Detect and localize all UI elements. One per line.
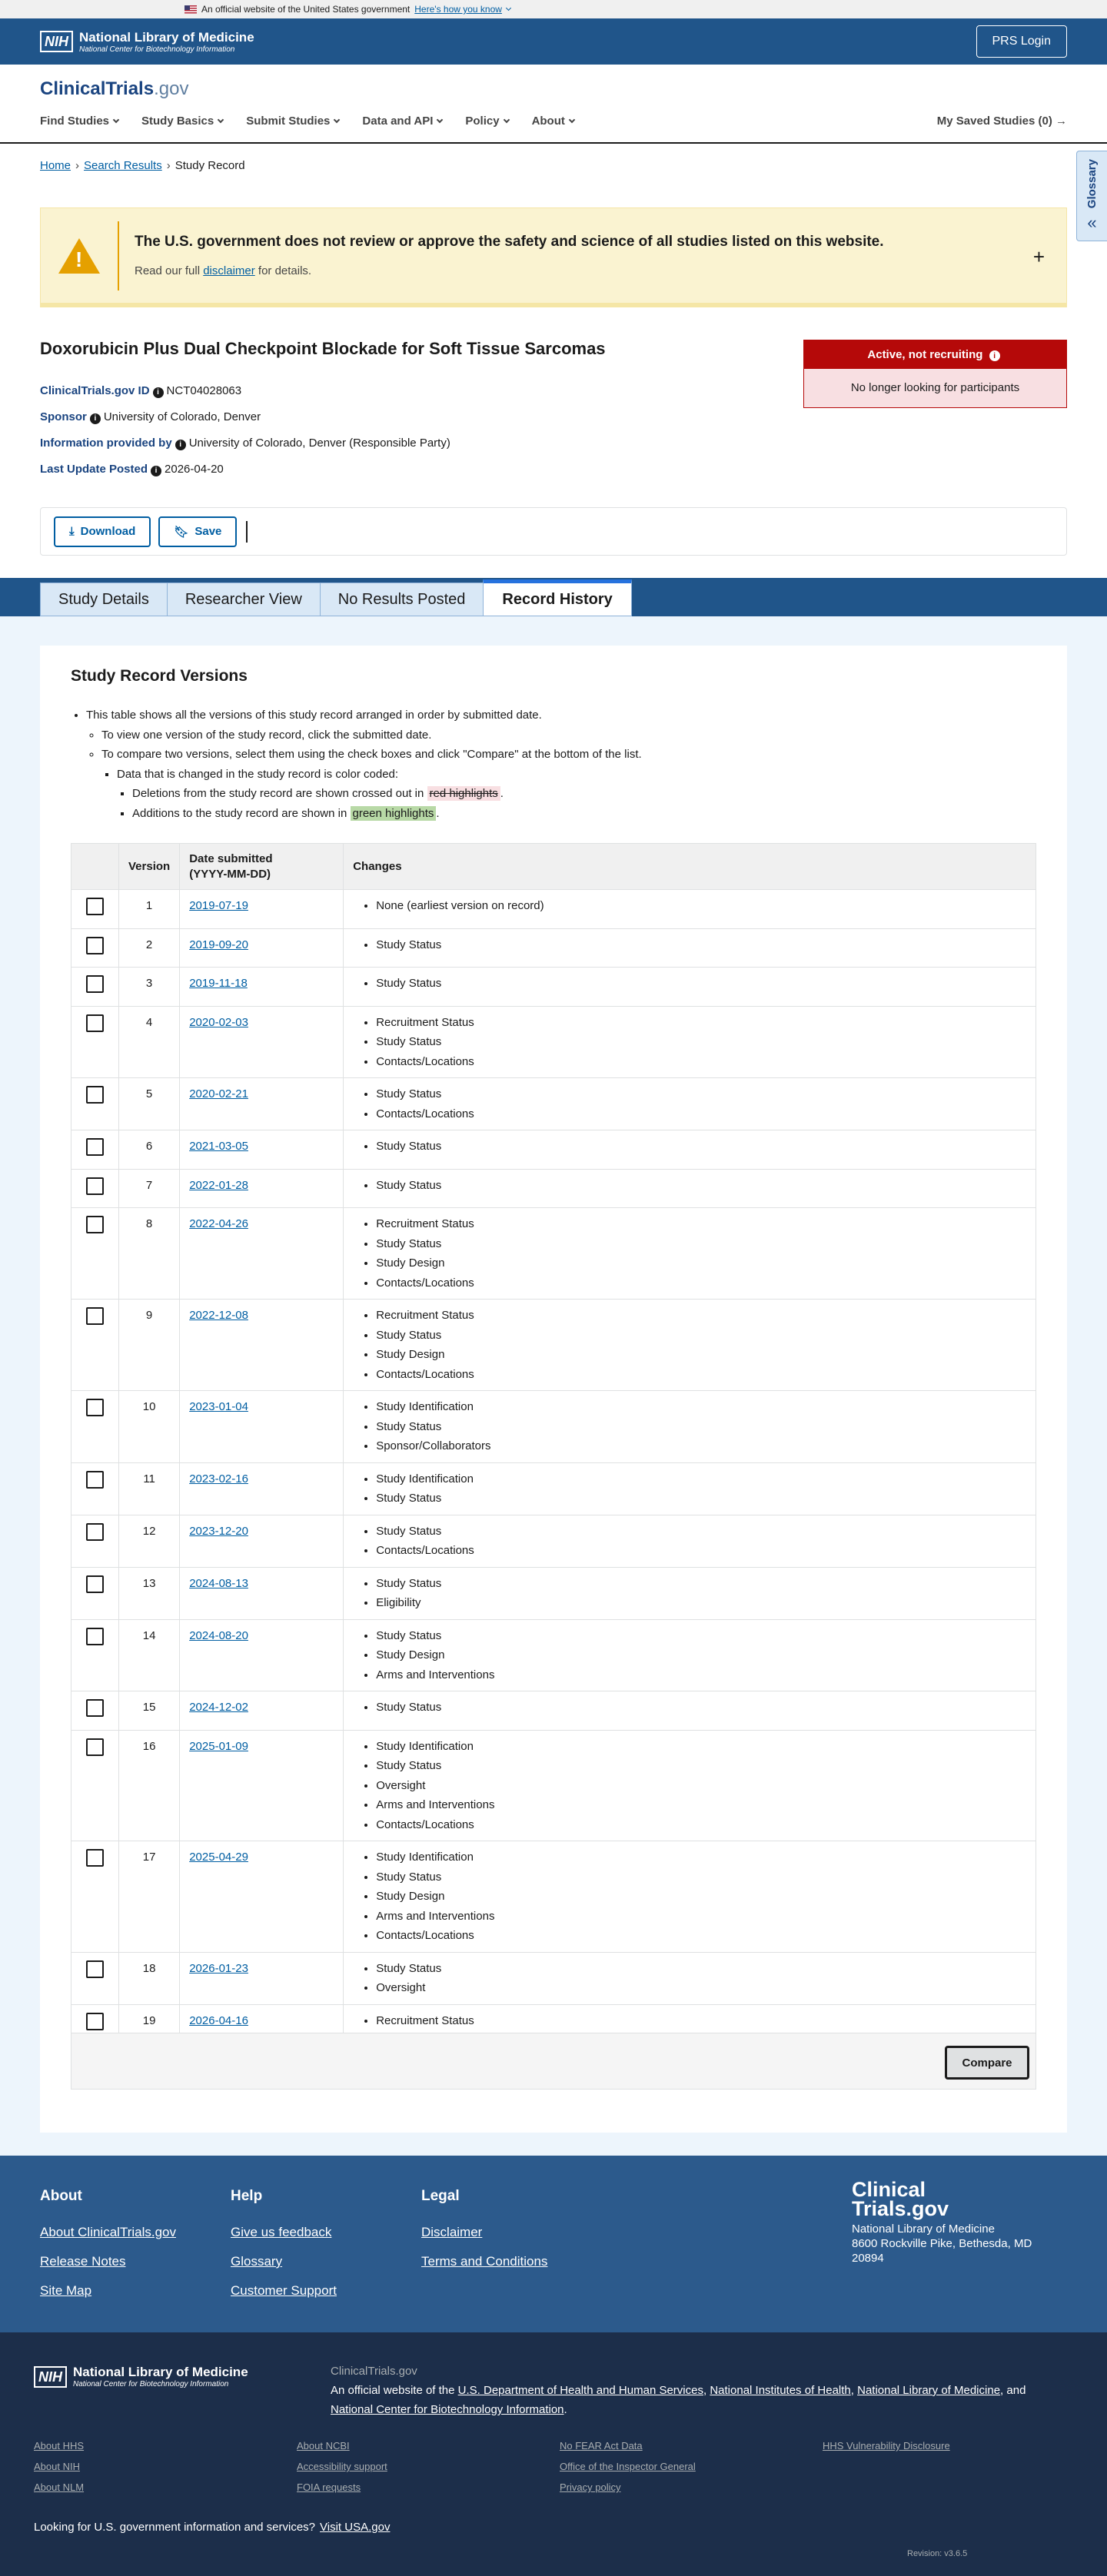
usa-gov-link[interactable]: Visit USA.gov xyxy=(320,2521,391,2534)
nlm-subtitle: National Center for Biotechnology Information xyxy=(79,45,235,54)
table-row xyxy=(71,1841,1036,1953)
clinicaltrials-logo[interactable] xyxy=(40,78,188,100)
nav-study-basics[interactable]: Study Basics xyxy=(141,115,223,128)
version-number: 14 xyxy=(119,1619,180,1691)
version-checkbox[interactable] xyxy=(86,1575,104,1593)
nih-logo-box: NIH xyxy=(34,2366,67,2388)
change-item: • Recruitment Status xyxy=(376,2011,1026,2031)
change-item: • Study Identification xyxy=(376,1847,1026,1867)
table-row xyxy=(71,1208,1036,1300)
breadcrumb-separator-icon: › xyxy=(166,159,171,172)
footer-link[interactable]: About HHS xyxy=(34,2440,85,2452)
version-date-link[interactable]: 2019-11-18 xyxy=(189,977,248,990)
study-title: Doxorubicin Plus Dual Checkpoint Blockade for Soft Tissue Sarcomas xyxy=(40,339,606,358)
tab-record-history[interactable]: Record History xyxy=(483,579,631,616)
breadcrumb-separator-icon: › xyxy=(75,159,80,172)
footer-link[interactable]: Give us feedback xyxy=(231,2225,332,2239)
change-item: • Arms and Interventions xyxy=(376,1795,1026,1815)
last-update-value: 2026-04-20 xyxy=(165,463,224,476)
change-item: • Study Status xyxy=(376,1032,1026,1052)
footer-about-col xyxy=(40,2188,176,2312)
version-number: 9 xyxy=(119,1300,180,1391)
table-row xyxy=(71,1619,1036,1691)
table-row xyxy=(71,1567,1036,1619)
table-row xyxy=(71,1130,1036,1170)
version-date-link[interactable]: 2024-08-13 xyxy=(189,1576,248,1590)
change-item: • Study Identification xyxy=(376,1397,1026,1417)
footer-help-col xyxy=(231,2188,337,2312)
arrow-right-icon: → xyxy=(1055,115,1067,128)
change-item: • Study Status xyxy=(376,1626,1026,1646)
footer-link[interactable]: About NLM xyxy=(34,2481,85,2493)
version-checkbox[interactable] xyxy=(86,1471,104,1489)
change-item: • Study Status xyxy=(376,1756,1026,1776)
chevron-down-icon xyxy=(334,116,340,122)
version-date-link[interactable]: 2023-12-20 xyxy=(189,1524,248,1538)
ncbi-link[interactable]: National Center for Biotechnology Information xyxy=(331,2403,564,2416)
version-checkbox[interactable] xyxy=(86,975,104,993)
change-item: • Study Status xyxy=(376,974,1026,994)
nav-policy[interactable]: Policy xyxy=(465,115,508,128)
divider xyxy=(246,521,248,543)
footer-links-grid xyxy=(34,2440,1033,2493)
footer-link[interactable]: Customer Support xyxy=(231,2283,337,2298)
change-item: • Study Status xyxy=(376,1326,1026,1346)
version-checkbox[interactable] xyxy=(86,898,104,915)
recruitment-status xyxy=(803,340,1067,408)
main-nav xyxy=(40,115,574,128)
version-number: 2 xyxy=(119,928,180,968)
version-number: 18 xyxy=(119,1952,180,2004)
footer-link[interactable]: Terms and Conditions xyxy=(421,2254,548,2269)
footer-link xyxy=(823,2461,1053,2472)
footer-logo-line1: Clinical xyxy=(852,2178,926,2201)
table-row xyxy=(71,1391,1036,1463)
version-date-link[interactable]: 2025-04-29 xyxy=(189,1851,248,1864)
study-meta xyxy=(40,378,450,483)
version-number: 11 xyxy=(119,1462,180,1515)
id-label: ClinicalTrials.gov ID xyxy=(40,384,150,397)
breadcrumb-current: Study Record xyxy=(175,159,245,172)
change-item: • Study Status xyxy=(376,935,1026,955)
change-item: • Contacts/Locations xyxy=(376,1104,1026,1124)
footer-link[interactable]: Glossary xyxy=(231,2254,283,2269)
change-item: • Arms and Interventions xyxy=(376,1907,1026,1927)
change-item: • Study Status xyxy=(376,1698,1026,1718)
change-item: • Study Status xyxy=(376,1234,1026,1254)
version-checkbox[interactable] xyxy=(86,1628,104,1645)
change-item: • Oversight xyxy=(376,1978,1026,1998)
tab-no-results[interactable]: No Results Posted xyxy=(320,583,484,616)
breadcrumb-search-results[interactable]: Search Results xyxy=(84,159,162,172)
version-date-link[interactable]: 2023-02-16 xyxy=(189,1472,248,1486)
version-checkbox[interactable] xyxy=(86,937,104,954)
instruction-item: ▪ Deletions from the study record are shown crossed out in red highlights . xyxy=(132,784,642,804)
glossary-label: Glossary xyxy=(1085,159,1099,209)
tab-researcher-view[interactable]: Researcher View xyxy=(167,583,321,616)
version-checkbox[interactable] xyxy=(86,1399,104,1416)
info-provided-value: University of Colorado, Denver (Responsible Party) xyxy=(188,437,450,450)
change-item: • Study Status xyxy=(376,1867,1026,1887)
nav-find-studies[interactable]: Find Studies xyxy=(40,115,118,128)
table-row xyxy=(71,1169,1036,1208)
table-row xyxy=(71,1462,1036,1515)
table-row xyxy=(71,1515,1036,1567)
instruction-item: ▪ Data that is changed in the study record is color coded: xyxy=(117,765,642,785)
version-date-link[interactable]: 2022-01-28 xyxy=(189,1178,248,1192)
nlm-title: National Library of Medicine xyxy=(79,29,254,45)
footer-nih-logo[interactable] xyxy=(34,2365,248,2388)
version-checkbox[interactable] xyxy=(86,1523,104,1541)
change-item: • Contacts/Locations xyxy=(376,1365,1026,1385)
disclaimer-link[interactable]: disclaimer xyxy=(203,264,255,277)
column-header-select xyxy=(71,844,119,890)
nlm-title: National Library of Medicine xyxy=(73,2365,248,2379)
usa-gov-line: Looking for U.S. government information and services? Visit USA.gov xyxy=(34,2521,391,2534)
warning-icon xyxy=(58,238,100,274)
hhs-link[interactable]: U.S. Department of Health and Human Services xyxy=(457,2384,703,2397)
footer-legal-heading: Legal xyxy=(421,2188,460,2204)
change-item: • Recruitment Status xyxy=(376,1306,1026,1326)
version-number: 16 xyxy=(119,1730,180,1841)
change-item: • Recruitment Status xyxy=(376,1013,1026,1033)
version-checkbox[interactable] xyxy=(86,1849,104,1867)
footer-link[interactable]: About NCBI xyxy=(297,2440,350,2452)
nih-link[interactable]: National Institutes of Health xyxy=(710,2384,851,2397)
version-checkbox[interactable] xyxy=(86,1014,104,1032)
footer-link[interactable]: Site Map xyxy=(40,2283,92,2298)
change-item: • Study Design xyxy=(376,1645,1026,1665)
version-date-link[interactable]: 2024-12-02 xyxy=(189,1701,248,1714)
status-detail: No longer looking for participants xyxy=(804,369,1066,407)
version-checkbox[interactable] xyxy=(86,1699,104,1717)
logo-gov-text: .gov xyxy=(154,78,189,99)
version-checkbox[interactable] xyxy=(86,1086,104,1104)
version-date-link[interactable]: 2026-04-16 xyxy=(189,2013,248,2027)
expand-plus-icon[interactable]: + xyxy=(1032,245,1045,268)
version-date-link[interactable]: 2019-09-20 xyxy=(189,938,248,951)
change-item: • Study Design xyxy=(376,1253,1026,1273)
footer-link[interactable]: About NIH xyxy=(34,2461,80,2472)
info-provided-label: Information provided by xyxy=(40,437,172,450)
version-checkbox[interactable] xyxy=(86,1960,104,1978)
version-checkbox[interactable] xyxy=(86,1216,104,1233)
version-date-link[interactable]: 2019-07-19 xyxy=(189,899,248,912)
revision-text: Revision: v3.6.5 xyxy=(907,2549,968,2558)
table-row xyxy=(71,1730,1036,1841)
disclaimer-alert xyxy=(40,207,1067,307)
nav-data-api[interactable]: Data and API xyxy=(362,115,442,128)
version-date-link[interactable]: 2020-02-21 xyxy=(189,1087,248,1100)
version-checkbox[interactable] xyxy=(86,1138,104,1156)
change-item: • None (earliest version on record) xyxy=(376,896,1026,916)
gov-banner xyxy=(0,0,1107,18)
green-highlight-sample: green highlights xyxy=(351,806,437,821)
change-item: • Study Identification xyxy=(376,1737,1026,1757)
version-checkbox[interactable] xyxy=(86,2013,104,2030)
save-button[interactable]: 🔖︎ Save xyxy=(158,516,237,547)
table-row xyxy=(71,1006,1036,1078)
table-row xyxy=(71,1300,1036,1391)
footer-link[interactable]: HHS Vulnerability Disclosure xyxy=(823,2440,950,2452)
prs-login-button[interactable]: PRS Login xyxy=(976,25,1068,58)
info-icon[interactable]: i xyxy=(90,413,101,424)
change-item: • Eligibility xyxy=(376,1593,1026,1613)
chevron-down-icon xyxy=(503,116,509,122)
change-item: • Study Status xyxy=(376,1176,1026,1196)
change-item: • Study Identification xyxy=(376,1469,1026,1489)
site-header xyxy=(0,65,1107,144)
versions-table xyxy=(71,843,1036,2076)
change-item: • Oversight xyxy=(376,1776,1026,1796)
table-row xyxy=(71,890,1036,929)
alert-heading: The U.S. government does not review or approve the safety and science of all studies listed on this website. xyxy=(135,234,884,250)
footer-about-heading: About xyxy=(40,2188,82,2204)
footer-link[interactable]: Disclaimer xyxy=(421,2225,483,2239)
footer-ct-logo[interactable] xyxy=(852,2180,1052,2266)
version-date-link[interactable]: 2020-02-03 xyxy=(189,1015,248,1029)
footer-legal-col xyxy=(421,2188,547,2283)
version-checkbox[interactable] xyxy=(86,1738,104,1756)
change-item: • Contacts/Locations xyxy=(376,1815,1026,1835)
chevron-down-icon xyxy=(113,116,119,122)
double-chevron-left-icon: « xyxy=(1087,213,1097,233)
nlm-header xyxy=(0,18,1107,65)
site-footer xyxy=(0,2156,1107,2332)
footer-nlm: National Library of Medicine xyxy=(852,2222,995,2236)
version-date-link[interactable]: 2025-01-09 xyxy=(189,1739,248,1753)
nih-logo[interactable] xyxy=(40,30,254,54)
how-you-know-link[interactable]: Here's how you know xyxy=(414,4,502,15)
column-header-date: Date submitted (YYYY-MM-DD) xyxy=(180,844,344,890)
change-item: • Contacts/Locations xyxy=(376,1926,1026,1946)
download-icon: ⤓ xyxy=(69,525,75,538)
chevron-down-icon xyxy=(218,116,224,122)
status-label: Active, not recruiting xyxy=(867,348,983,361)
table-row xyxy=(71,1952,1036,2004)
change-item: • Study Status xyxy=(376,1137,1026,1157)
chevron-down-icon xyxy=(569,116,575,122)
version-number: 6 xyxy=(119,1130,180,1170)
instruction-item: • This table shows all the versions of this study record arranged in order by submitted date. xyxy=(86,705,642,725)
version-number: 12 xyxy=(119,1515,180,1567)
breadcrumb-home[interactable]: Home xyxy=(40,159,71,172)
red-highlight-sample: red highlights xyxy=(427,786,500,801)
change-item: • Recruitment Status xyxy=(376,1214,1026,1234)
version-number: 8 xyxy=(119,1208,180,1300)
versions-instructions xyxy=(71,705,642,823)
table-row xyxy=(71,968,1036,1007)
footer-link[interactable]: No FEAR Act Data xyxy=(560,2440,643,2452)
table-row xyxy=(71,928,1036,968)
version-number: 19 xyxy=(119,2004,180,2076)
nlm-footer xyxy=(0,2332,1107,2576)
version-date-link[interactable]: 2022-04-26 xyxy=(189,1217,248,1230)
actions-bar xyxy=(40,507,1067,556)
version-checkbox[interactable] xyxy=(86,1307,104,1325)
instruction-item: ▪ Additions to the study record are shown in green highlights . xyxy=(132,804,642,824)
version-number: 5 xyxy=(119,1078,180,1130)
download-button[interactable]: ⤓ Download xyxy=(54,516,151,547)
version-date-link[interactable]: 2022-12-08 xyxy=(189,1309,248,1322)
version-number: 4 xyxy=(119,1006,180,1078)
instruction-item: ◦ To compare two versions, select them using the check boxes and click "Compare" at the bottom of the list. xyxy=(101,745,642,765)
table-row xyxy=(71,1691,1036,1731)
change-item: • Study Status xyxy=(376,1522,1026,1542)
info-icon[interactable]: i xyxy=(989,350,1000,361)
footer-link[interactable]: Release Notes xyxy=(40,2254,126,2269)
version-number: 15 xyxy=(119,1691,180,1731)
change-item: • Contacts/Locations xyxy=(376,1273,1026,1293)
change-item: • Contacts/Locations xyxy=(376,1052,1026,1072)
last-update-label: Last Update Posted xyxy=(40,463,148,476)
my-saved-studies-link[interactable]: My Saved Studies (0) → xyxy=(936,115,1067,128)
compare-row xyxy=(71,2033,1036,2090)
footer-link[interactable]: FOIA requests xyxy=(297,2481,361,2493)
footer-logo-line2: Trials.gov xyxy=(852,2197,949,2220)
footer-address: 8600 Rockville Pike, Bethesda, MD 20894 xyxy=(852,2237,1032,2265)
change-item: • Study Status xyxy=(376,1084,1026,1104)
footer-link[interactable]: Accessibility support xyxy=(297,2461,387,2472)
footer-link xyxy=(823,2481,1053,2493)
alert-text: Read our full disclaimer for details. xyxy=(135,264,312,277)
breadcrumb xyxy=(40,159,245,172)
version-number: 1 xyxy=(119,890,180,929)
footer-link[interactable]: Privacy policy xyxy=(560,2481,621,2493)
nav-about[interactable]: About xyxy=(532,115,574,128)
record-versions-card xyxy=(40,646,1067,2133)
info-icon[interactable]: i xyxy=(153,387,164,398)
info-icon[interactable]: i xyxy=(151,466,161,476)
version-number: 10 xyxy=(119,1391,180,1463)
chevron-down-icon[interactable] xyxy=(506,5,511,10)
version-number: 17 xyxy=(119,1841,180,1953)
version-date-link[interactable]: 2023-01-04 xyxy=(189,1400,248,1413)
change-item: • Arms and Interventions xyxy=(376,1665,1026,1685)
version-number: 7 xyxy=(119,1169,180,1208)
change-item: • Study Design xyxy=(376,1887,1026,1907)
footer-link[interactable]: About ClinicalTrials.gov xyxy=(40,2225,176,2239)
official-text: An official website of the United States government xyxy=(201,4,411,15)
footer-ct-label: ClinicalTrials.gov xyxy=(331,2365,417,2378)
nlm-link[interactable]: National Library of Medicine xyxy=(857,2384,1001,2397)
us-flag-icon xyxy=(184,5,197,14)
glossary-tab[interactable] xyxy=(1076,151,1107,241)
change-item: • Study Status xyxy=(376,1489,1026,1509)
footer-link[interactable]: Office of the Inspector General xyxy=(560,2461,696,2472)
sponsor-value: University of Colorado, Denver xyxy=(103,410,261,423)
version-date-link[interactable]: 2024-08-20 xyxy=(189,1628,248,1642)
nih-logo-box: NIH xyxy=(40,31,73,52)
info-icon[interactable]: i xyxy=(175,440,186,450)
study-tabs xyxy=(40,578,631,616)
version-number: 13 xyxy=(119,1567,180,1619)
table-row xyxy=(71,1078,1036,1130)
nlm-subtitle: National Center for Biotechnology Information xyxy=(73,2380,229,2388)
nav-submit-studies[interactable]: Submit Studies xyxy=(246,115,339,128)
change-item: • Contacts/Locations xyxy=(376,1541,1026,1561)
version-date-link[interactable]: 2026-01-23 xyxy=(189,1961,248,1975)
instruction-item: ◦ To view one version of the study record, click the submitted date. xyxy=(101,725,642,745)
version-date-link[interactable]: 2021-03-05 xyxy=(189,1140,248,1153)
chevron-down-icon xyxy=(437,116,443,122)
version-number: 3 xyxy=(119,968,180,1007)
study-id: NCT04028063 xyxy=(166,384,242,397)
change-item: • Study Status xyxy=(376,1574,1026,1594)
footer-official-text: ClinicalTrials.gov An official website of the U.S. Department of Health and Human Services, National Institutes of Health, National Library of Medicine, and National Center for Biotechnology Information. xyxy=(331,2362,1053,2419)
sponsor-label: Sponsor xyxy=(40,410,87,423)
tab-study-details[interactable]: Study Details xyxy=(40,583,168,616)
column-header-changes: Changes xyxy=(344,844,1036,890)
change-item: • Sponsor/Collaborators xyxy=(376,1436,1026,1456)
versions-heading: Study Record Versions xyxy=(71,667,248,685)
bookmark-icon: 🔖︎ xyxy=(174,525,189,539)
change-item: • Study Status xyxy=(376,1417,1026,1437)
logo-main-text: ClinicalTrials xyxy=(40,78,155,99)
version-checkbox[interactable] xyxy=(86,1177,104,1195)
footer-help-heading: Help xyxy=(231,2188,263,2204)
change-item: • Study Status xyxy=(376,1959,1026,1979)
compare-button[interactable]: Compare xyxy=(945,2046,1029,2080)
change-item: • Study Design xyxy=(376,1345,1026,1365)
column-header-version: Version xyxy=(119,844,180,890)
